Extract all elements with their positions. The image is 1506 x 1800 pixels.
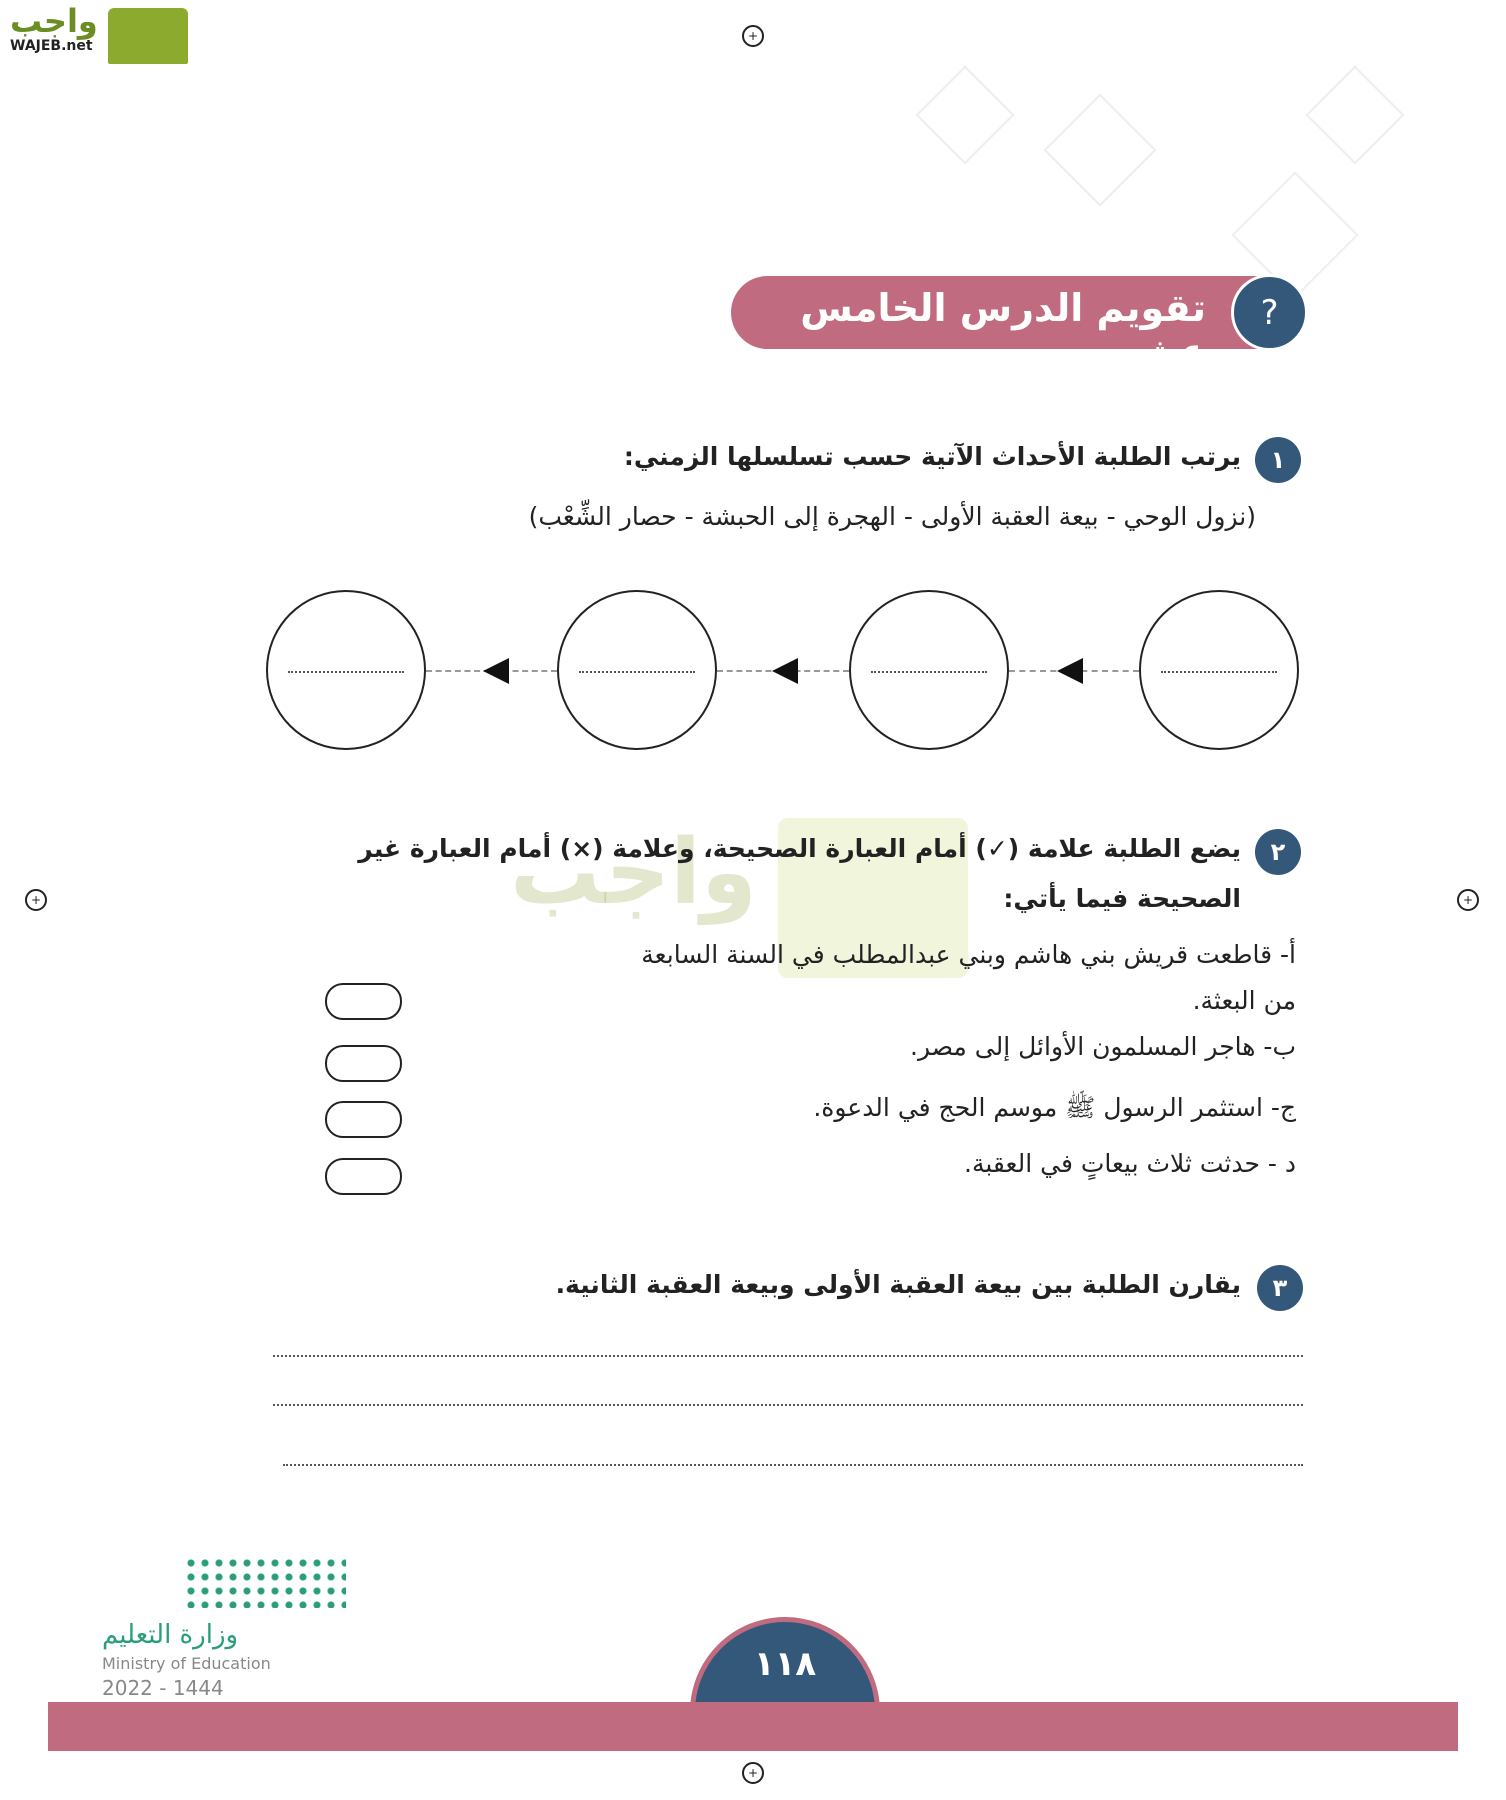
lesson-title: تقويم الدرس الخامس عشر [800,286,1206,374]
answer-box-d[interactable] [325,1158,402,1195]
book-icon [108,8,188,64]
decor-diamond [1043,93,1156,206]
answer-circle[interactable] [849,590,1009,750]
question-3-prompt: يقارن الطلبة بين بيعة العقبة الأولى وبيعة العقبة الثانية. [555,1270,1241,1299]
arrow-left-icon [772,658,798,684]
ministry-english: Ministry of Education [102,1654,271,1673]
footer-bar [48,1702,1458,1751]
answer-line[interactable] [283,1464,1303,1466]
statement-a: أ- قاطعت قريش بني هاشم وبني عبدالمطلب في السنة السابعة [641,940,1296,969]
logo-arabic: واجب [10,2,98,40]
wajeb-logo [10,4,98,54]
question-3-badge: ٣ [1257,1265,1303,1311]
statement-c: ج- استثمر الرسول ﷺ موسم الحج في الدعوة. [813,1093,1296,1122]
registration-mark-icon: + [1457,889,1479,911]
logo-latin: WAJEB.net [10,38,93,54]
registration-mark-icon: + [742,1762,764,1784]
statement-d: د - حدثت ثلاث بيعاتٍ في العقبة. [964,1149,1296,1178]
statement-b: ب- هاجر المسلمون الأوائل إلى مصر. [910,1032,1296,1061]
question-2-badge: ٢ [1255,829,1301,875]
question-1-prompt: يرتب الطلبة الأحداث الآتية حسب تسلسلها الزمني: [623,442,1241,471]
page-number-tab [690,1617,880,1703]
answer-box-b[interactable] [325,1045,402,1082]
answer-circle[interactable] [1139,590,1299,750]
ministry-year: 2022 - 1444 [102,1676,224,1700]
answer-circle[interactable] [266,590,426,750]
page-number: ١١٨ [690,1617,880,1703]
watermark: واجب [510,820,757,925]
registration-mark-icon: + [742,25,764,47]
answer-box-a[interactable] [325,983,402,1020]
decor-diamond [916,66,1015,165]
ministry-logo-icon [184,1556,346,1608]
decor-diamond [1306,66,1405,165]
answer-line[interactable] [273,1404,1303,1406]
arrow-left-icon [483,658,509,684]
question-1-events: (نزول الوحي - بيعة العقبة الأولى - الهجرة إلى الحبشة - حصار الشِّعْب) [528,502,1256,531]
ministry-arabic: وزارة التعليم [102,1620,239,1650]
statement-a-cont: من البعثة. [1192,986,1296,1015]
registration-mark-icon: + [25,889,47,911]
lesson-header [731,276,1306,374]
question-2-prompt-line2: الصحيحة فيما يأتي: [1003,884,1241,913]
question-1-badge: ١ [1255,437,1301,483]
answer-line[interactable] [273,1355,1303,1357]
answer-box-c[interactable] [325,1101,402,1138]
arrow-left-icon [1057,658,1083,684]
question-2-prompt-line1: يضع الطلبة علامة (✓) أمام العبارة الصحيحة، وعلامة (×) أمام العبارة غير [358,834,1241,863]
answer-circle[interactable] [557,590,717,750]
question-head-icon: ? [1231,274,1308,351]
